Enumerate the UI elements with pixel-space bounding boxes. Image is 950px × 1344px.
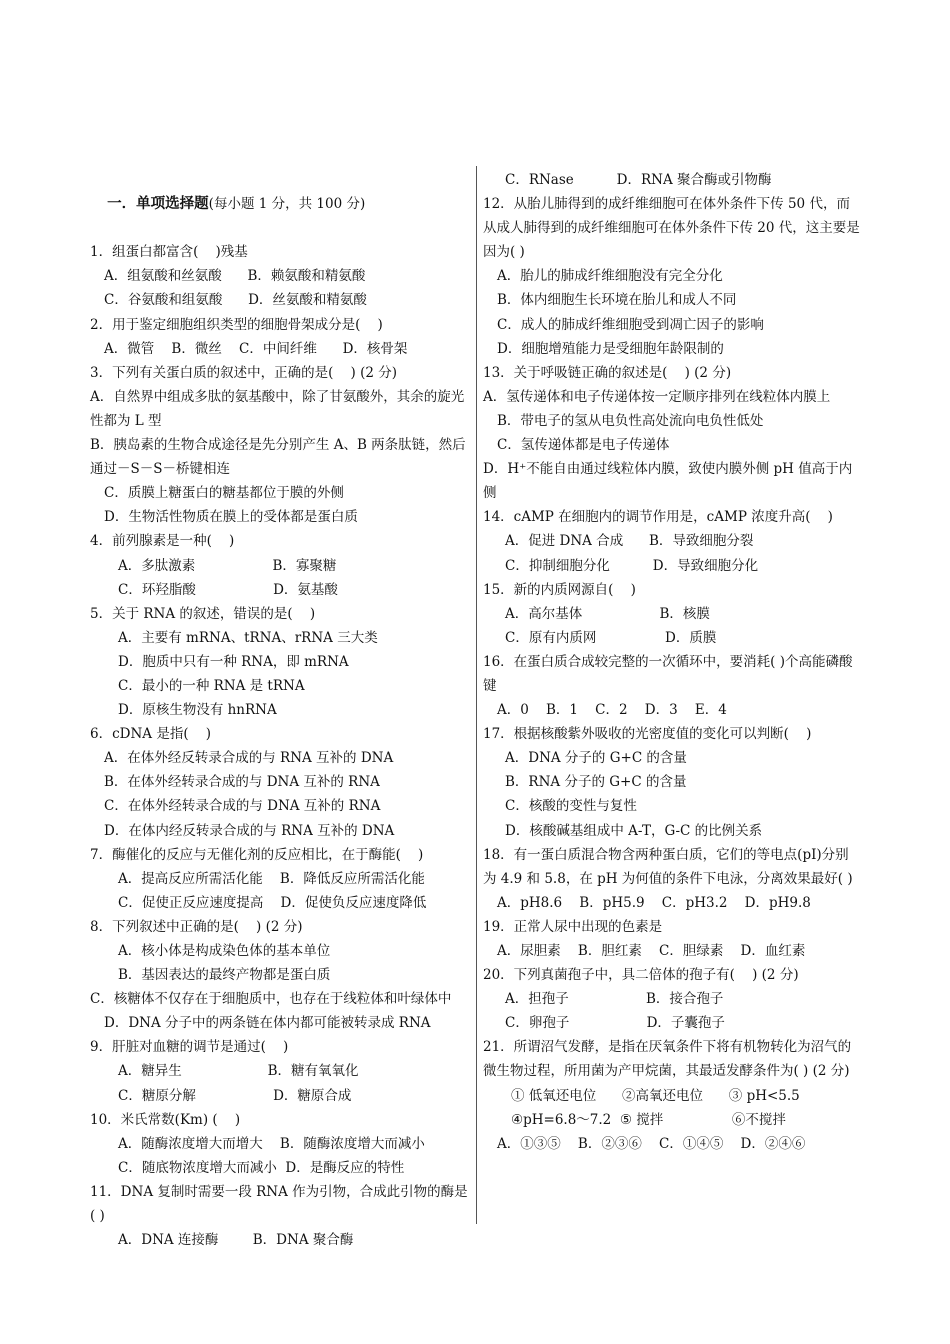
right-text-line: 20．下列真菌孢子中，具二倍体的孢子有( ) (2 分) — [483, 967, 799, 984]
column-divider — [476, 166, 477, 1224]
left-text-line: 7．酶催化的反应与无催化剂的反应相比，在于酶能( ) — [90, 846, 424, 863]
left-text-line: A．在体外经反转录合成的与 RNA 互补的 DNA — [104, 750, 394, 767]
right-text-line: A．胎儿的肺成纤维细胞没有完全分化 — [497, 268, 723, 285]
left-text-line: A．糖异生 B．糖有氧氧化 — [118, 1063, 359, 1080]
left-text-line: C．在体外经转录合成的与 DNA 互补的 RNA — [104, 798, 381, 815]
right-text-line: A．氢传递体和电子传递体按一定顺序排列在线粒体内膜上 — [483, 388, 831, 405]
right-text-line: 18．有一蛋白质混合物含两种蛋白质，它们的等电点(pI)分别为 4.9 和 5.8，在 pH 为何值的条件下电泳，分离效果最好( ) — [483, 846, 853, 887]
left-text-line: 11．DNA 复制时需要一段 RNA 作为引物，合成此引物的酶是( ) — [90, 1183, 468, 1225]
left-text-line: D．生物活性物质在膜上的受体都是蛋白质 — [104, 509, 358, 526]
left-text-line: 5．关于 RNA 的叙述，错误的是( ) — [90, 605, 316, 622]
left-text-line: 8．下列叙述中正确的是( ) (2 分) — [90, 918, 303, 935]
right-text-line: 14．cAMP 在细胞内的调节作用是，cAMP 浓度升高( ) — [483, 509, 833, 526]
right-text-line: C．氢传递体都是电子传递体 — [497, 437, 670, 454]
left-text-line: D．原核生物没有 hnRNA — [118, 702, 277, 719]
left-text-line: 6．cDNA 是指( ) — [90, 726, 212, 743]
right-text-line: D．细胞增殖能力是受细胞年龄限制的 — [497, 340, 724, 357]
left-text-line: A．核小体是构成染色体的基本单位 — [118, 943, 331, 959]
right-text-line: 15．新的内质网源自( ) — [483, 581, 636, 598]
left-text-line: B．基因表达的最终产物都是蛋白质 — [118, 967, 331, 984]
left-text-line: C．最小的一种 RNA 是 tRNA — [118, 677, 305, 694]
left-text-line: C．环羟脂酸 D．氨基酸 — [118, 581, 338, 598]
left-text-line: D．胞质中只有一种 RNA，即 mRNA — [118, 653, 349, 670]
right-text-line: B．带电子的氢从电负性高处流向电负性低处 — [497, 412, 764, 429]
left-text-line: D．在体内经反转录合成的与 RNA 互补的 DNA — [104, 822, 395, 839]
right-text-line: A．尿胆素 B．胆红素 C．胆绿素 D．血红素 — [497, 943, 806, 959]
right-text-line: C．原有内质网 D．质膜 — [505, 629, 717, 646]
right-text-line: C．RNase D．RNA 聚合酶或引物酶 — [505, 172, 772, 188]
left-text-line: A．自然界中组成多肽的氨基酸中，除了甘氨酸外，其余的旋光性都为 L 型 — [90, 388, 465, 429]
left-text-line: 1．组蛋白都富含( )残基 — [90, 244, 248, 261]
left-text-line: C．质膜上糖蛋白的糖基都位于膜的外侧 — [104, 485, 344, 502]
right-text-line: 12．从胎儿肺得到的成纤维细胞可在体外条件下传 50 代，而从成人肺得到的成纤维细胞可在体外条件下传 20 代，这主要是因为( ) — [483, 196, 860, 261]
left-text-line: D．DNA 分子中的两条链在体内都可能被转录成 RNA — [104, 1015, 431, 1032]
right-text-line: C．成人的肺成纤维细胞受到凋亡因子的影响 — [497, 316, 764, 333]
right-text-line: A．pH8.6 B．pH5.9 C．pH3.2 D．pH9.8 — [497, 894, 811, 911]
section-title: 一．单项选择题 — [107, 195, 209, 213]
right-text-line: C．核酸的变性与复性 — [505, 798, 637, 815]
right-text-line: B．体内细胞生长环境在胎儿和成人不同 — [497, 292, 737, 309]
left-text-line: B．在体外经转录合成的与 DNA 互补的 RNA — [104, 774, 380, 791]
right-text-line: D．核酸碱基组成中 A-T，G-C 的比例关系 — [505, 822, 763, 839]
left-text-line: A．DNA 连接酶 B．DNA 聚合酶 — [118, 1232, 354, 1249]
right-text-line: A．DNA 分子的 G+C 的含量 — [505, 750, 687, 767]
right-text-line: ④pH=6.8～7.2 ⑤ 搅拌 ⑥不搅拌 — [511, 1111, 786, 1128]
left-text-line: B．胰岛素的生物合成途径是先分别产生 A、B 两条肽链，然后通过－S－S－桥键相连 — [90, 437, 466, 478]
left-question-list — [90, 240, 472, 1252]
left-text-line: C．谷氨酸和组氨酸 D．丝氨酸和精氨酸 — [104, 292, 367, 309]
left-text-line: 10．米氏常数(Km) ( ) — [90, 1111, 241, 1128]
right-text-line: ① 低氧还电位 ②高氧还电位 ③ pH<5.5 — [511, 1087, 800, 1104]
left-text-line: A．微管 B．微丝 C．中间纤维 D．核骨架 — [104, 340, 408, 357]
right-text-line: C．卵孢子 D．子囊孢子 — [505, 1015, 725, 1032]
left-text-line: A．组氨酸和丝氨酸 B．赖氨酸和精氨酸 — [104, 268, 366, 285]
right-question-list — [483, 168, 861, 1156]
right-text-line: A．①③⑤ B．②③⑥ C．①④⑤ D．②④⑥ — [497, 1135, 806, 1152]
right-text-line: A．促进 DNA 合成 B．导致细胞分裂 — [505, 533, 754, 550]
left-text-line: A．主要有 mRNA、tRNA、rRNA 三大类 — [118, 629, 378, 646]
right-text-line: 16．在蛋白质合成较完整的一次循环中，要消耗( )个高能磷酸键 — [483, 653, 853, 694]
left-text-line: C．核糖体不仅存在于细胞质中，也存在于线粒体和叶绿体中 — [90, 991, 452, 1008]
right-text-line: 21．所谓沼气发酵，是指在厌氧条件下将有机物转化为沼气的微生物过程，所用菌为产甲烷菌，其最适发酵条件为( ) (2 分) — [483, 1039, 852, 1080]
right-text-line: D．H⁺不能自由通过线粒体内膜，致使内膜外侧 pH 值高于内侧 — [483, 461, 853, 502]
right-text-line: 19．正常人尿中出现的色素是 — [483, 918, 663, 935]
left-text-line: 3．下列有关蛋白质的叙述中，正确的是( ) (2 分) — [90, 364, 397, 381]
left-text-line: 2．用于鉴定细胞组织类型的细胞骨架成分是( ) — [90, 316, 383, 333]
left-text-line: A．提高反应所需活化能 B．降低反应所需活化能 — [118, 870, 425, 887]
left-text-line: C．糖原分解 D．糖原合成 — [118, 1087, 352, 1104]
left-text-line: A．多肽激素 B．寡聚糖 — [118, 557, 337, 574]
section-heading — [90, 168, 472, 240]
right-text-line: A．高尔基体 B．核膜 — [505, 605, 710, 622]
left-column — [90, 168, 472, 1252]
left-text-line: 4．前列腺素是一种( ) — [90, 533, 235, 550]
right-column — [483, 168, 861, 1156]
left-text-line: C．随底物浓度增大而减小 D．是酶反应的特性 — [118, 1159, 405, 1176]
right-text-line: A．担孢子 B．接合孢子 — [505, 991, 724, 1008]
right-text-line: B．RNA 分子的 G+C 的含量 — [505, 774, 687, 791]
section-note: (每小题 1 分，共 100 分) — [208, 196, 366, 213]
right-text-line: A．0 B．1 C．2 D．3 E．4 — [497, 702, 727, 719]
right-text-line: C．抑制细胞分化 D．导致细胞分化 — [505, 557, 759, 574]
left-text-line: 9．肝脏对血糖的调节是通过( ) — [90, 1039, 289, 1056]
left-text-line: A．随酶浓度增大而增大 B．随酶浓度增大而减小 — [118, 1135, 425, 1152]
right-text-line: 13．关于呼吸链正确的叙述是( ) (2 分) — [483, 364, 732, 381]
left-text-line: C．促使正反应速度提高 D．促使负反应速度降低 — [118, 894, 427, 911]
right-text-line: 17．根据核酸紫外吸收的光密度值的变化可以判断( ) — [483, 726, 812, 743]
